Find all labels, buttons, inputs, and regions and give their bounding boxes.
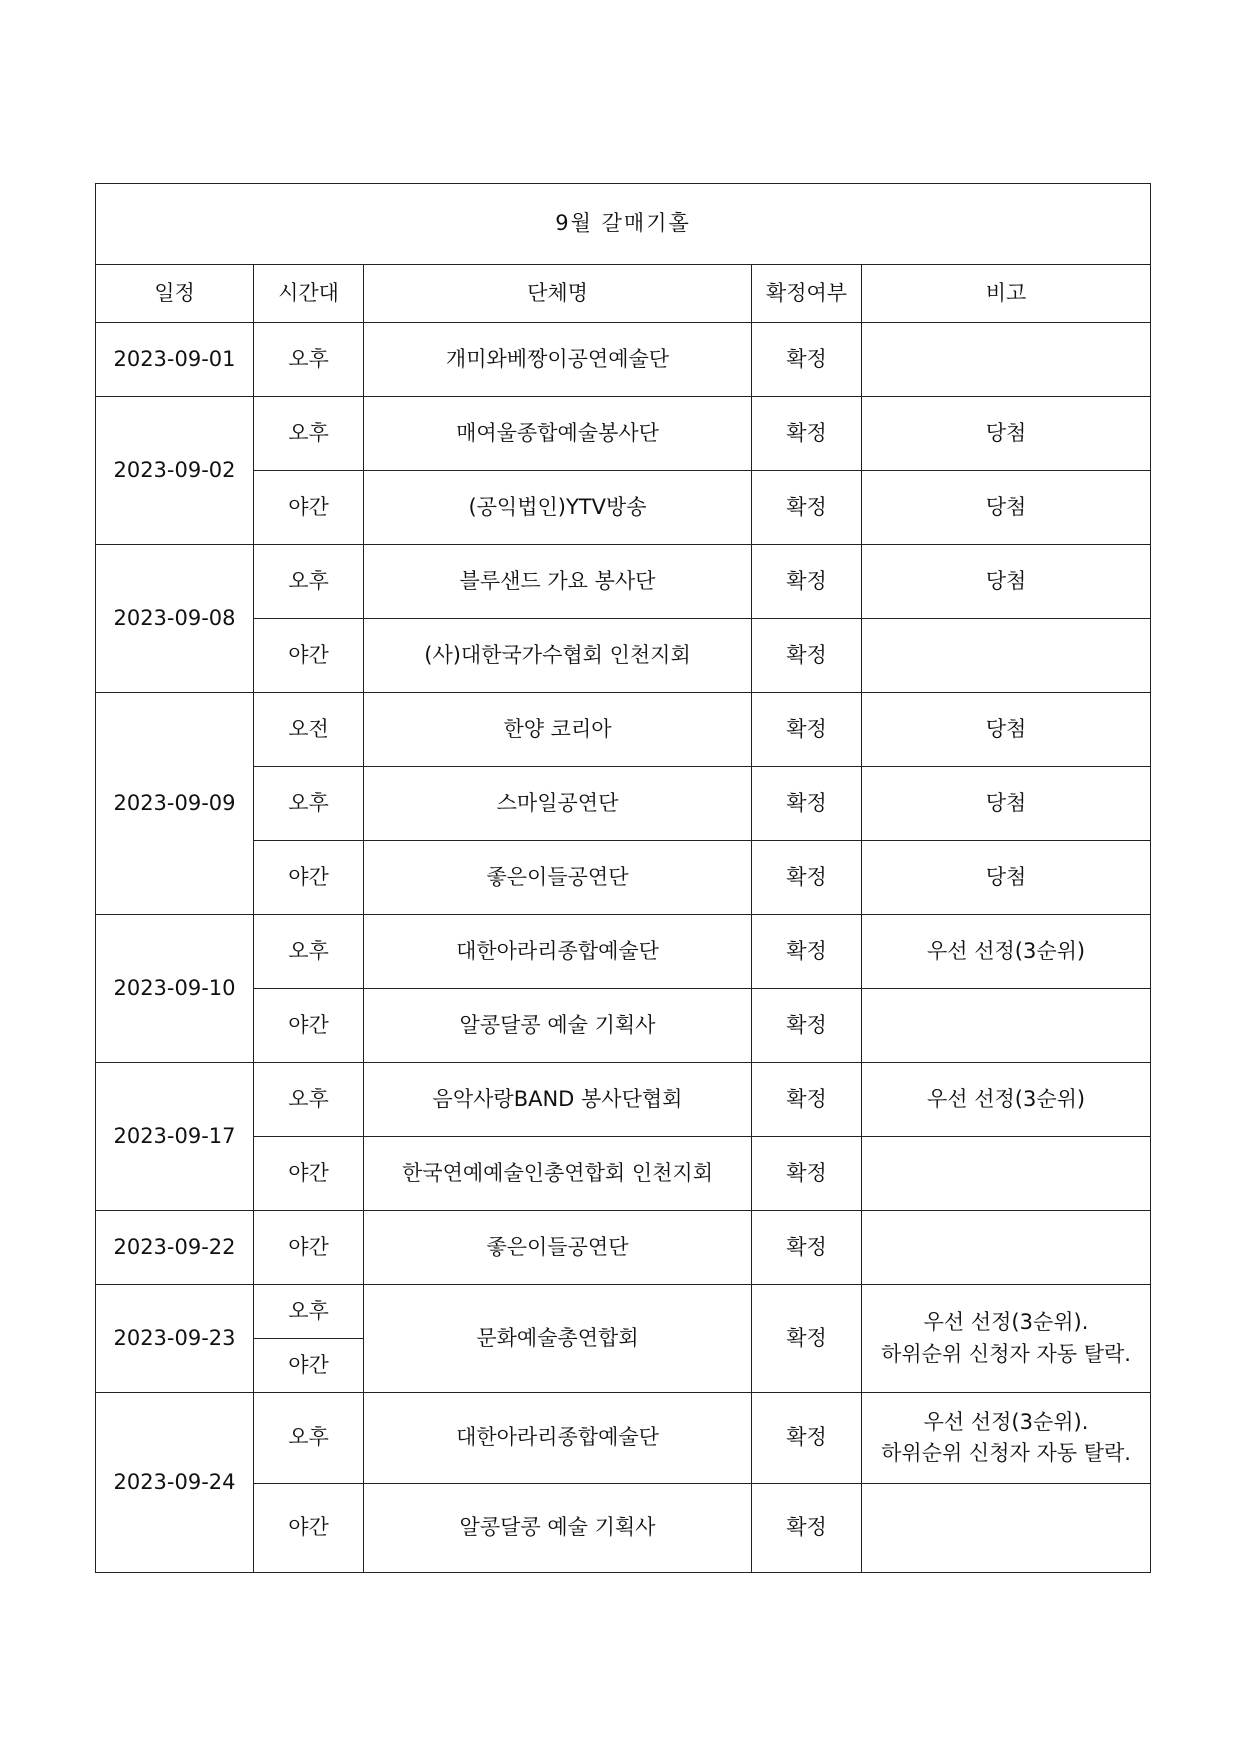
time-cell: 오후 bbox=[254, 323, 364, 397]
status-cell: 확정 bbox=[752, 1484, 862, 1573]
header-date: 일정 bbox=[96, 265, 254, 323]
note-cell: 당첨 bbox=[862, 397, 1151, 471]
group-cell: 알콩달콩 예술 기획사 bbox=[364, 1484, 752, 1573]
note-cell: 당첨 bbox=[862, 545, 1151, 619]
status-cell: 확정 bbox=[752, 1137, 862, 1211]
table-row bbox=[96, 1063, 1151, 1137]
table-row bbox=[96, 693, 1151, 767]
status-cell: 확정 bbox=[752, 841, 862, 915]
time-cell: 야간 bbox=[254, 619, 364, 693]
table-row bbox=[96, 915, 1151, 989]
group-cell: 한국연예예술인총연합회 인천지회 bbox=[364, 1137, 752, 1211]
time-cell: 야간 bbox=[254, 1339, 364, 1393]
status-cell: 확정 bbox=[752, 1393, 862, 1484]
schedule-table bbox=[95, 183, 1151, 1573]
note-cell bbox=[862, 1285, 1151, 1393]
group-cell: 좋은이들공연단 bbox=[364, 1211, 752, 1285]
date-cell: 2023-09-24 bbox=[96, 1393, 254, 1573]
header-time: 시간대 bbox=[254, 265, 364, 323]
time-cell: 오후 bbox=[254, 915, 364, 989]
time-cell: 오전 bbox=[254, 693, 364, 767]
status-cell: 확정 bbox=[752, 323, 862, 397]
status-cell: 확정 bbox=[752, 471, 862, 545]
status-cell: 확정 bbox=[752, 1285, 862, 1393]
note-cell bbox=[862, 1484, 1151, 1573]
group-cell: 스마일공연단 bbox=[364, 767, 752, 841]
header-group: 단체명 bbox=[364, 265, 752, 323]
group-cell: (사)대한국가수협회 인천지회 bbox=[364, 619, 752, 693]
note-line-1: 우선 선정(3순위). bbox=[923, 1310, 1089, 1334]
table-row bbox=[96, 471, 1151, 545]
time-cell: 야간 bbox=[254, 1211, 364, 1285]
status-cell: 확정 bbox=[752, 989, 862, 1063]
date-cell: 2023-09-22 bbox=[96, 1211, 254, 1285]
time-cell: 오후 bbox=[254, 767, 364, 841]
time-cell: 야간 bbox=[254, 989, 364, 1063]
table-row bbox=[96, 397, 1151, 471]
time-cell: 야간 bbox=[254, 471, 364, 545]
table-row bbox=[96, 619, 1151, 693]
time-cell: 오후 bbox=[254, 1285, 364, 1339]
table-row bbox=[96, 1484, 1151, 1573]
note-cell: 우선 선정(3순위) bbox=[862, 915, 1151, 989]
status-cell: 확정 bbox=[752, 545, 862, 619]
table-row bbox=[96, 1393, 1151, 1484]
group-cell: 음악사랑BAND 봉사단협회 bbox=[364, 1063, 752, 1137]
note-cell bbox=[862, 989, 1151, 1063]
table-row bbox=[96, 1137, 1151, 1211]
group-cell: 대한아라리종합예술단 bbox=[364, 1393, 752, 1484]
header-status: 확정여부 bbox=[752, 265, 862, 323]
date-cell: 2023-09-17 bbox=[96, 1063, 254, 1211]
date-cell: 2023-09-23 bbox=[96, 1285, 254, 1393]
note-cell bbox=[862, 1211, 1151, 1285]
status-cell: 확정 bbox=[752, 1063, 862, 1137]
note-line-2: 하위순위 신청자 자동 탈락. bbox=[881, 1341, 1131, 1366]
time-cell: 야간 bbox=[254, 841, 364, 915]
table-row bbox=[96, 323, 1151, 397]
note-line-1: 우선 선정(3순위). bbox=[923, 1409, 1089, 1434]
note-cell: 당첨 bbox=[862, 841, 1151, 915]
note-cell bbox=[862, 1137, 1151, 1211]
time-cell: 오후 bbox=[254, 545, 364, 619]
time-cell: 오후 bbox=[254, 397, 364, 471]
status-cell: 확정 bbox=[752, 397, 862, 471]
group-cell: 한양 코리아 bbox=[364, 693, 752, 767]
note-cell: 우선 선정(3순위) bbox=[862, 1063, 1151, 1137]
group-cell: 개미와베짱이공연예술단 bbox=[364, 323, 752, 397]
table-title: 9월 갈매기홀 bbox=[96, 184, 1151, 265]
group-cell: 대한아라리종합예술단 bbox=[364, 915, 752, 989]
time-cell: 오후 bbox=[254, 1063, 364, 1137]
note-cell bbox=[862, 619, 1151, 693]
date-cell: 2023-09-01 bbox=[96, 323, 254, 397]
note-cell: 당첨 bbox=[862, 693, 1151, 767]
group-cell: 알콩달콩 예술 기획사 bbox=[364, 989, 752, 1063]
group-cell: 블루샌드 가요 봉사단 bbox=[364, 545, 752, 619]
group-cell: 매여울종합예술봉사단 bbox=[364, 397, 752, 471]
date-cell: 2023-09-10 bbox=[96, 915, 254, 1063]
table-row bbox=[96, 767, 1151, 841]
status-cell: 확정 bbox=[752, 915, 862, 989]
table-row bbox=[96, 989, 1151, 1063]
table-row bbox=[96, 1211, 1151, 1285]
note-cell bbox=[862, 323, 1151, 397]
table-row bbox=[96, 1285, 1151, 1339]
group-cell: 문화예술총연합회 bbox=[364, 1285, 752, 1393]
status-cell: 확정 bbox=[752, 1211, 862, 1285]
date-cell: 2023-09-08 bbox=[96, 545, 254, 693]
date-cell: 2023-09-09 bbox=[96, 693, 254, 915]
status-cell: 확정 bbox=[752, 693, 862, 767]
status-cell: 확정 bbox=[752, 619, 862, 693]
date-cell: 2023-09-02 bbox=[96, 397, 254, 545]
note-cell: 당첨 bbox=[862, 767, 1151, 841]
time-cell: 오후 bbox=[254, 1393, 364, 1484]
status-cell: 확정 bbox=[752, 767, 862, 841]
note-cell bbox=[862, 1393, 1151, 1484]
note-line-2: 하위순위 신청자 자동 탈락. bbox=[881, 1441, 1131, 1465]
table-row bbox=[96, 841, 1151, 915]
time-cell: 야간 bbox=[254, 1484, 364, 1573]
group-cell: (공익법인)YTV방송 bbox=[364, 471, 752, 545]
table-row bbox=[96, 545, 1151, 619]
group-cell: 좋은이들공연단 bbox=[364, 841, 752, 915]
note-cell: 당첨 bbox=[862, 471, 1151, 545]
header-note: 비고 bbox=[862, 265, 1151, 323]
time-cell: 야간 bbox=[254, 1137, 364, 1211]
